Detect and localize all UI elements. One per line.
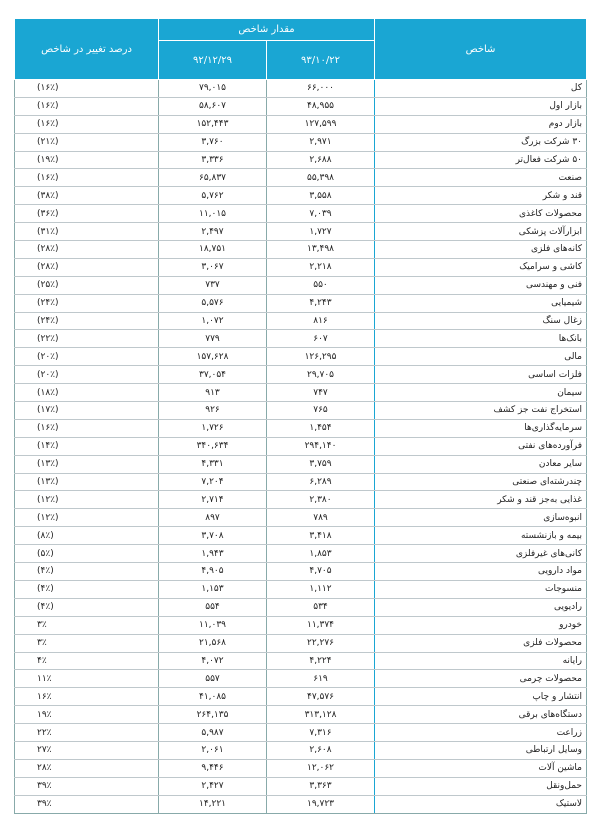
table-row [15,241,587,259]
row-value-date-1: ۱۹,۷۲۳ [267,795,375,813]
row-percent-change: (۱۸٪) [15,384,159,402]
row-value-date-2: ۵,۵۷۶ [159,294,267,312]
row-index-name: سرمایه‌گذاری‌ها [375,419,587,437]
row-value-date-2: ۹۱۳ [159,384,267,402]
row-percent-change: ۱۹٪ [15,706,159,724]
row-value-date-2: ۱,۰۷۲ [159,312,267,330]
row-value-date-1: ۱,۷۲۷ [267,223,375,241]
row-index-name: مالی [375,348,587,366]
row-index-name: حمل‌ونقل [375,777,587,795]
row-value-date-2: ۲,۴۹۷ [159,223,267,241]
row-percent-change: (۲۲٪) [15,330,159,348]
table-row [15,384,587,402]
row-value-date-2: ۷۷۹ [159,330,267,348]
row-percent-change: ۳۹٪ [15,795,159,813]
table-row [15,724,587,742]
row-value-date-2: ۱۵۲,۴۴۳ [159,115,267,133]
row-index-name: بازار اول [375,97,587,115]
row-value-date-2: ۷,۲۰۴ [159,473,267,491]
row-percent-change: (۲۰٪) [15,348,159,366]
table-row [15,258,587,276]
row-index-name: صنعت [375,169,587,187]
row-index-name: غذایی به‌جز قند و شکر [375,491,587,509]
table-row [15,294,587,312]
table-row [15,688,587,706]
header-percent-change: درصد تغییر در شاخص [15,19,159,80]
row-index-name: قند و شکر [375,187,587,205]
row-value-date-2: ۴,۰۷۲ [159,652,267,670]
row-percent-change: (۲۱٪) [15,133,159,151]
row-value-date-1: ۴,۷۰۵ [267,563,375,581]
table-row [15,348,587,366]
row-value-date-1: ۴,۲۲۴ [267,652,375,670]
row-index-name: ابزارآلات پزشکی [375,223,587,241]
row-value-date-2: ۳۷,۰۵۴ [159,366,267,384]
row-value-date-2: ۴۱,۰۸۵ [159,688,267,706]
row-index-name: سایر معادن [375,455,587,473]
row-value-date-1: ۷۴۷ [267,384,375,402]
table-row [15,670,587,688]
table-row [15,312,587,330]
row-percent-change: (۲۸٪) [15,258,159,276]
row-value-date-1: ۱,۸۵۳ [267,545,375,563]
row-percent-change: ۲۷٪ [15,741,159,759]
row-percent-change: (۱۶٪) [15,115,159,133]
row-value-date-1: ۳,۳۶۳ [267,777,375,795]
row-value-date-2: ۷۹,۰۱۵ [159,80,267,98]
row-index-name: مواد دارویی [375,563,587,581]
row-value-date-2: ۲,۰۶۱ [159,741,267,759]
row-percent-change: ۳٪ [15,616,159,634]
row-index-name: استخراج نفت جز کشف [375,402,587,420]
row-value-date-1: ۴۸,۹۵۵ [267,97,375,115]
row-percent-change: (۱۹٪) [15,151,159,169]
row-value-date-1: ۲۹۴,۱۴۰ [267,437,375,455]
row-value-date-2: ۱,۹۴۳ [159,545,267,563]
row-index-name: سیمان [375,384,587,402]
table-row [15,366,587,384]
row-index-name: رادیویی [375,598,587,616]
row-value-date-2: ۴,۹۰۵ [159,563,267,581]
table-row [15,795,587,813]
row-index-name: بیمه و بازنشسته [375,527,587,545]
row-value-date-1: ۶۱۹ [267,670,375,688]
table-row [15,402,587,420]
row-value-date-2: ۱۱,۰۳۹ [159,616,267,634]
row-value-date-1: ۶,۲۸۹ [267,473,375,491]
table-row [15,223,587,241]
row-value-date-1: ۳,۷۵۹ [267,455,375,473]
row-value-date-2: ۷۳۷ [159,276,267,294]
row-index-name: کانی‌های غیرفلزی [375,545,587,563]
row-index-name: کانه‌های فلزی [375,241,587,259]
row-value-date-1: ۴۷,۵۷۶ [267,688,375,706]
row-index-name: ماشین آلات [375,759,587,777]
row-value-date-1: ۷۶۵ [267,402,375,420]
row-percent-change: ۳٪ [15,634,159,652]
row-index-name: فنی و مهندسی [375,276,587,294]
row-value-date-1: ۲,۹۷۱ [267,133,375,151]
row-value-date-2: ۲۱,۵۶۸ [159,634,267,652]
index-change-table [14,18,587,814]
row-value-date-1: ۴,۲۴۳ [267,294,375,312]
table-row [15,187,587,205]
row-value-date-1: ۵۳۴ [267,598,375,616]
row-value-date-2: ۳,۳۳۶ [159,151,267,169]
table-row [15,545,587,563]
table-row [15,276,587,294]
table-row [15,759,587,777]
row-index-name: منسوجات [375,580,587,598]
header-date-2: ۹۲/۱۲/۲۹ [159,41,267,80]
row-percent-change: (۱۴٪) [15,437,159,455]
row-percent-change: (۱۶٪) [15,419,159,437]
row-index-name: محصولات کاغذی [375,205,587,223]
row-index-name: محصولات چرمی [375,670,587,688]
row-value-date-2: ۱,۱۵۳ [159,580,267,598]
row-value-date-1: ۱,۱۱۲ [267,580,375,598]
row-value-date-2: ۹۲۶ [159,402,267,420]
row-index-name: رایانه [375,652,587,670]
row-value-date-2: ۱۱,۰۱۵ [159,205,267,223]
row-percent-change: (۱۳٪) [15,473,159,491]
row-percent-change: (۵٪) [15,545,159,563]
row-percent-change: ۱۶٪ [15,688,159,706]
row-percent-change: (۳۸٪) [15,187,159,205]
row-index-name: شیمیایی [375,294,587,312]
row-percent-change: (۲۴٪) [15,294,159,312]
row-value-date-2: ۱۸,۷۵۱ [159,241,267,259]
row-value-date-1: ۵۵۰ [267,276,375,294]
row-value-date-1: ۶۶,۰۰۰ [267,80,375,98]
row-percent-change: (۴٪) [15,598,159,616]
table-row [15,455,587,473]
header-date-1: ۹۳/۱۰/۲۲ [267,41,375,80]
table-row [15,777,587,795]
row-value-date-2: ۱۴,۲۲۱ [159,795,267,813]
row-percent-change: (۲۰٪) [15,366,159,384]
row-percent-change: (۱۳٪) [15,455,159,473]
row-value-date-1: ۲,۲۱۸ [267,258,375,276]
table-row [15,580,587,598]
table-row [15,527,587,545]
row-index-name: دستگاه‌های برقی [375,706,587,724]
row-index-name: لاستیک [375,795,587,813]
row-value-date-2: ۵,۹۸۷ [159,724,267,742]
row-percent-change: ۳۹٪ [15,777,159,795]
row-percent-change: ۲۲٪ [15,724,159,742]
index-table-container [14,18,586,814]
row-index-name: بازار دوم [375,115,587,133]
row-value-date-1: ۱۱,۳۷۴ [267,616,375,634]
row-value-date-2: ۵,۷۶۲ [159,187,267,205]
row-value-date-1: ۱,۴۵۴ [267,419,375,437]
row-value-date-1: ۲۲,۲۷۶ [267,634,375,652]
row-value-date-1: ۳۱۳,۱۲۸ [267,706,375,724]
row-value-date-2: ۲,۷۱۴ [159,491,267,509]
table-body [15,80,587,814]
table-row [15,330,587,348]
row-percent-change: (۱۷٪) [15,402,159,420]
table-row [15,509,587,527]
table-row [15,741,587,759]
table-row [15,473,587,491]
row-percent-change: (۲۸٪) [15,241,159,259]
row-value-date-2: ۶۵,۸۳۷ [159,169,267,187]
row-percent-change: (۸٪) [15,527,159,545]
table-row [15,616,587,634]
row-index-name: وسایل ارتباطی [375,741,587,759]
table-row [15,437,587,455]
row-value-date-1: ۷,۰۳۹ [267,205,375,223]
row-value-date-2: ۴,۳۳۱ [159,455,267,473]
row-index-name: فلزات اساسی [375,366,587,384]
row-percent-change: (۱۶٪) [15,80,159,98]
table-row [15,169,587,187]
row-index-name: ۳۰ شرکت بزرگ [375,133,587,151]
row-value-date-2: ۳,۷۶۰ [159,133,267,151]
row-index-name: فرآورده‌های نفتی [375,437,587,455]
row-percent-change: (۳۱٪) [15,223,159,241]
table-row [15,205,587,223]
row-value-date-2: ۹,۴۴۶ [159,759,267,777]
table-row [15,97,587,115]
row-percent-change: (۲۵٪) [15,276,159,294]
table-row [15,133,587,151]
row-index-name: زغال سنگ [375,312,587,330]
table-row [15,115,587,133]
row-value-date-1: ۷,۳۱۶ [267,724,375,742]
row-value-date-1: ۲۹,۷۰۵ [267,366,375,384]
table-row [15,419,587,437]
row-index-name: زراعت [375,724,587,742]
row-index-name: ۵۰ شرکت فعال‌تر [375,151,587,169]
row-percent-change: ۲۸٪ [15,759,159,777]
row-value-date-1: ۱۲۷,۵۹۹ [267,115,375,133]
row-value-date-1: ۱۲,۰۶۲ [267,759,375,777]
table-row [15,634,587,652]
row-index-name: انتشار و چاپ [375,688,587,706]
row-value-date-1: ۲,۳۸۰ [267,491,375,509]
row-value-date-2: ۳۴۰,۶۳۴ [159,437,267,455]
row-percent-change: ۴٪ [15,652,159,670]
row-index-name: محصولات فلزی [375,634,587,652]
row-value-date-1: ۱۲۶,۲۹۵ [267,348,375,366]
row-value-date-1: ۳,۵۵۸ [267,187,375,205]
header-value-group: مقدار شاخص [159,19,375,41]
row-percent-change: (۱۲٪) [15,491,159,509]
row-percent-change: (۱۶٪) [15,97,159,115]
row-value-date-2: ۵۵۴ [159,598,267,616]
row-value-date-1: ۷۸۹ [267,509,375,527]
row-index-name: انبوه‌سازی [375,509,587,527]
row-value-date-1: ۵۵,۳۹۸ [267,169,375,187]
row-value-date-2: ۱۵۷,۶۲۸ [159,348,267,366]
table-row [15,706,587,724]
row-percent-change: (۴٪) [15,563,159,581]
row-value-date-2: ۲۶۴,۱۳۵ [159,706,267,724]
row-value-date-1: ۲,۶۰۸ [267,741,375,759]
row-value-date-2: ۵۵۷ [159,670,267,688]
row-value-date-2: ۸۹۷ [159,509,267,527]
table-row [15,151,587,169]
row-value-date-1: ۱۳,۴۹۸ [267,241,375,259]
row-value-date-1: ۳,۴۱۸ [267,527,375,545]
row-value-date-2: ۳,۷۰۸ [159,527,267,545]
table-row [15,563,587,581]
row-percent-change: (۳۶٪) [15,205,159,223]
row-percent-change: (۱۲٪) [15,509,159,527]
row-value-date-1: ۸۱۶ [267,312,375,330]
row-value-date-2: ۵۸,۶۰۷ [159,97,267,115]
table-row [15,598,587,616]
table-row [15,652,587,670]
row-index-name: کاشی و سرامیک [375,258,587,276]
row-percent-change: (۱۶٪) [15,169,159,187]
row-percent-change: ۱۱٪ [15,670,159,688]
row-value-date-2: ۲,۴۲۷ [159,777,267,795]
row-index-name: بانک‌ها [375,330,587,348]
table-row [15,491,587,509]
table-row [15,80,587,98]
row-index-name: خودرو [375,616,587,634]
row-value-date-1: ۶۰۷ [267,330,375,348]
row-value-date-1: ۲,۶۸۸ [267,151,375,169]
row-value-date-2: ۱,۷۲۶ [159,419,267,437]
row-percent-change: (۴٪) [15,580,159,598]
row-percent-change: (۲۴٪) [15,312,159,330]
table-header [15,19,587,80]
header-index: شاخص [375,19,587,80]
row-index-name: چندرشته‌ای صنعتی [375,473,587,491]
row-index-name: کل [375,80,587,98]
row-value-date-2: ۳,۰۶۷ [159,258,267,276]
